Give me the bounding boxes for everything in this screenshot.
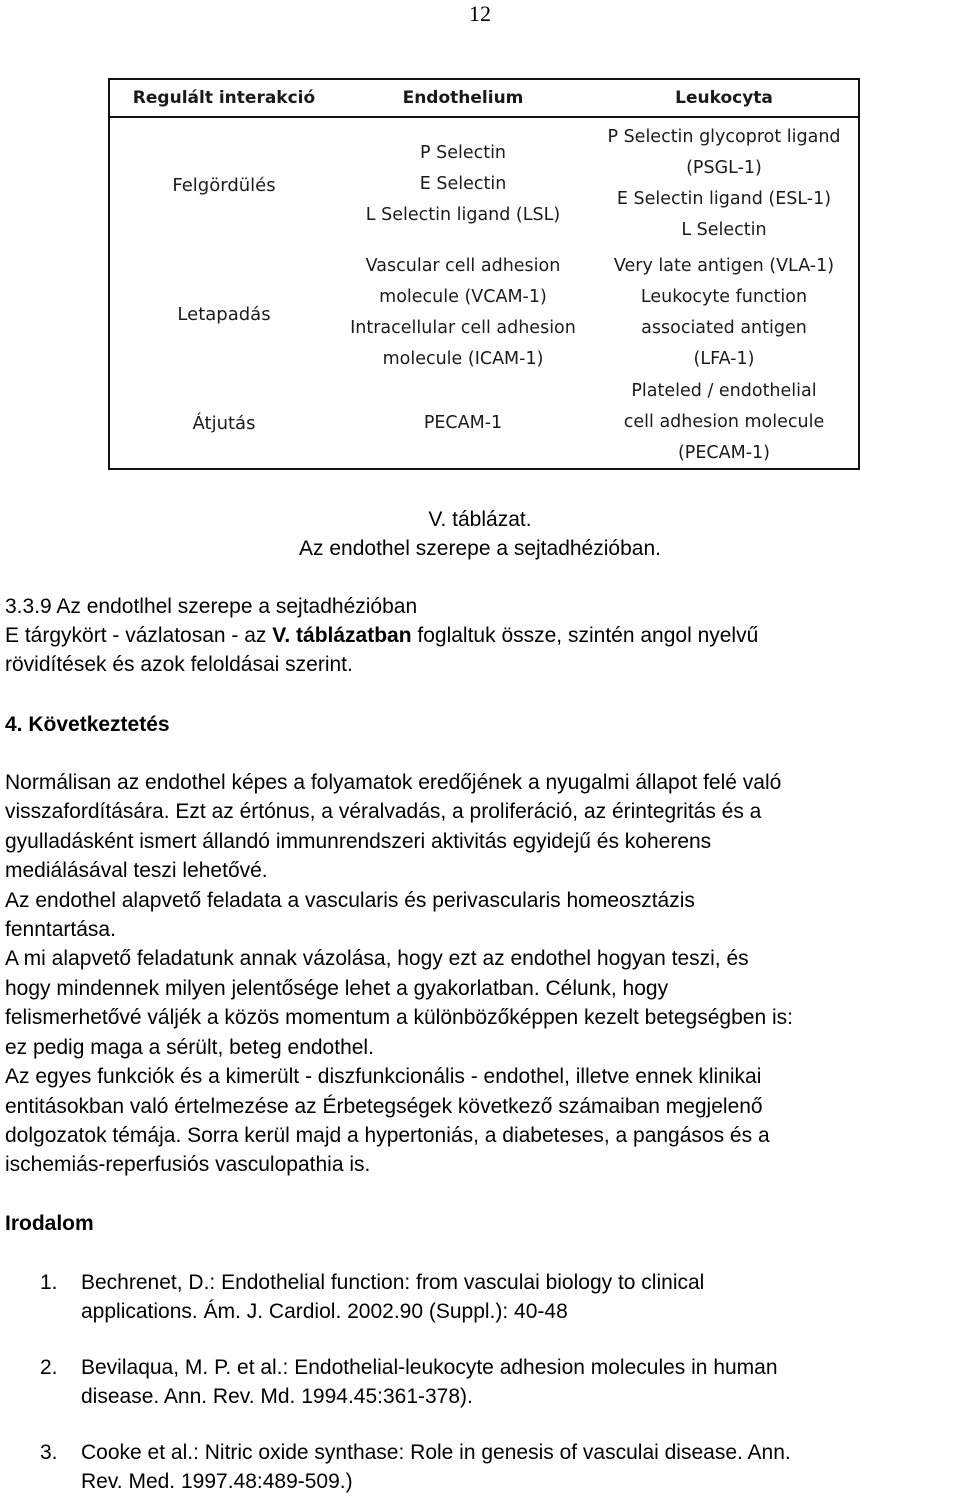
reference-number: 3. <box>40 1441 58 1464</box>
adhesion-table <box>108 78 860 470</box>
row-label-letapadas: Letapadás <box>177 304 271 325</box>
reference-number: 2. <box>40 1356 58 1379</box>
paragraph-line: hogy mindennek milyen jelentősége lehet a gyakorlatban. Célunk, hogy <box>5 977 669 1000</box>
header-regulated-interaction: Regulált interakció <box>132 88 316 108</box>
reference-number: 1. <box>40 1271 58 1294</box>
leukocyta-cell <box>588 251 860 375</box>
paragraph-line: gyulladásként ismert állandó immunrendszeri aktivitás egyidejű és koherens <box>5 830 712 853</box>
cell-line: Plateled / endothelial <box>631 381 817 401</box>
paragraph-line: A mi alapvető feladatunk annak vázolása, hogy ezt az endothel hogyan teszi, és <box>5 947 749 970</box>
cell-line: (LFA-1) <box>693 349 755 369</box>
endothelium-cell <box>338 251 588 375</box>
cell-line: Leukocyte function <box>640 287 808 307</box>
paragraph-line: mediálásával teszi lehetővé. <box>5 859 268 882</box>
paragraph-line: Az egyes funkciók és a kimerült - diszfunkcionális - endothel, illetve ennek klinikai <box>5 1065 762 1088</box>
paragraph-line: dolgozatok témája. Sorra kerül majd a hypertoniás, a diabeteses, a pangásos és a <box>5 1124 770 1147</box>
row-label-atjutas: Átjutás <box>192 413 256 434</box>
paragraph-line: Normálisan az endothel képes a folyamatok eredőjének a nyugalmi állapot felé való <box>5 771 782 794</box>
table-header <box>110 80 858 118</box>
text-span: E tárgykört - vázlatosan - az <box>5 624 273 647</box>
cell-line: Very late antigen (VLA-1) <box>613 256 835 276</box>
table-reference: V. táblázatban <box>272 624 412 647</box>
cell-line: P Selectin glycoprot ligand <box>607 127 841 147</box>
section-339-line1 <box>5 621 758 650</box>
page-number: 12 <box>469 1 491 26</box>
cell-line: (PECAM-1) <box>677 443 770 463</box>
cell-line: E Selectin ligand (ESL-1) <box>616 189 832 209</box>
endothelium-cell <box>338 138 588 231</box>
cell-line: (PSGL-1) <box>686 158 762 178</box>
row-label-felgordules: Felgördülés <box>172 175 276 196</box>
cell-line: L Selectin <box>681 220 767 240</box>
header-endothelium: Endothelium <box>402 88 524 108</box>
endothelium-cell <box>338 408 588 439</box>
cell-line: molecule (VCAM-1) <box>379 287 547 307</box>
reference-line: applications. Ám. J. Cardiol. 2002.90 (Suppl.): 40-48 <box>81 1300 568 1323</box>
paragraph-line: ischemiás-reperfusiós vasculopathia is. <box>5 1153 371 1176</box>
reference-line: Bevilaqua, M. P. et al.: Endothelial-leukocyte adhesion molecules in human <box>81 1356 778 1379</box>
leukocyta-cell <box>588 122 860 246</box>
reference-line: Bechrenet, D.: Endothelial function: from vasculai biology to clinical <box>81 1271 705 1294</box>
cell-line: Vascular cell adhesion <box>365 256 561 276</box>
cell-line: P Selectin <box>419 143 507 163</box>
text-span: foglaltuk össze, szintén angol nyelvű <box>411 624 759 647</box>
cell-line: PECAM-1 <box>423 413 503 433</box>
cell-line: L Selectin ligand (LSL) <box>365 205 561 225</box>
paragraph-line: fenntartása. <box>5 918 116 941</box>
table-caption-line1: V. táblázat. <box>428 508 532 531</box>
paragraph-line: visszafordítására. Ezt az értónus, a véralvadás, a proliferáció, az érintegritás és a <box>5 800 762 823</box>
leukocyta-cell <box>588 376 860 469</box>
paragraph-line: entitásokban való értelmezése az Érbetegségek következő számaiban megjelenő <box>5 1095 763 1118</box>
reference-line: disease. Ann. Rev. Md. 1994.45:361-378). <box>81 1385 473 1408</box>
cell-line: Intracellular cell adhesion <box>350 318 576 338</box>
cell-line: E Selectin <box>419 174 507 194</box>
section-4-heading: 4. Következtetés <box>5 713 170 736</box>
paragraph-line: Az endothel alapvető feladata a vascularis és perivascularis homeosztázis <box>5 889 695 912</box>
table-caption-line2: Az endothel szerepe a sejtadhézióban. <box>299 537 661 560</box>
reference-line: Cooke et al.: Nitric oxide synthase: Role in genesis of vasculai disease. Ann. <box>81 1441 791 1464</box>
reference-line: Rev. Med. 1997.48:489-509.) <box>81 1470 353 1493</box>
paragraph-line: felismerhetővé váljék a közös momentum a különbözőképpen kezelt betegségben is: <box>5 1006 793 1029</box>
header-leukocyta: Leukocyta <box>675 88 773 108</box>
section-339-line2: rövidítések és azok feloldásai szerint. <box>5 653 353 676</box>
section-339-heading: 3.3.9 Az endotlhel szerepe a sejtadhézióban <box>5 595 418 618</box>
references-heading: Irodalom <box>5 1212 94 1235</box>
cell-line: cell adhesion molecule <box>623 412 825 432</box>
paragraph-line: ez pedig maga a sérült, beteg endothel. <box>5 1036 374 1059</box>
cell-line: associated antigen <box>641 318 807 338</box>
cell-line: molecule (ICAM-1) <box>382 349 544 369</box>
